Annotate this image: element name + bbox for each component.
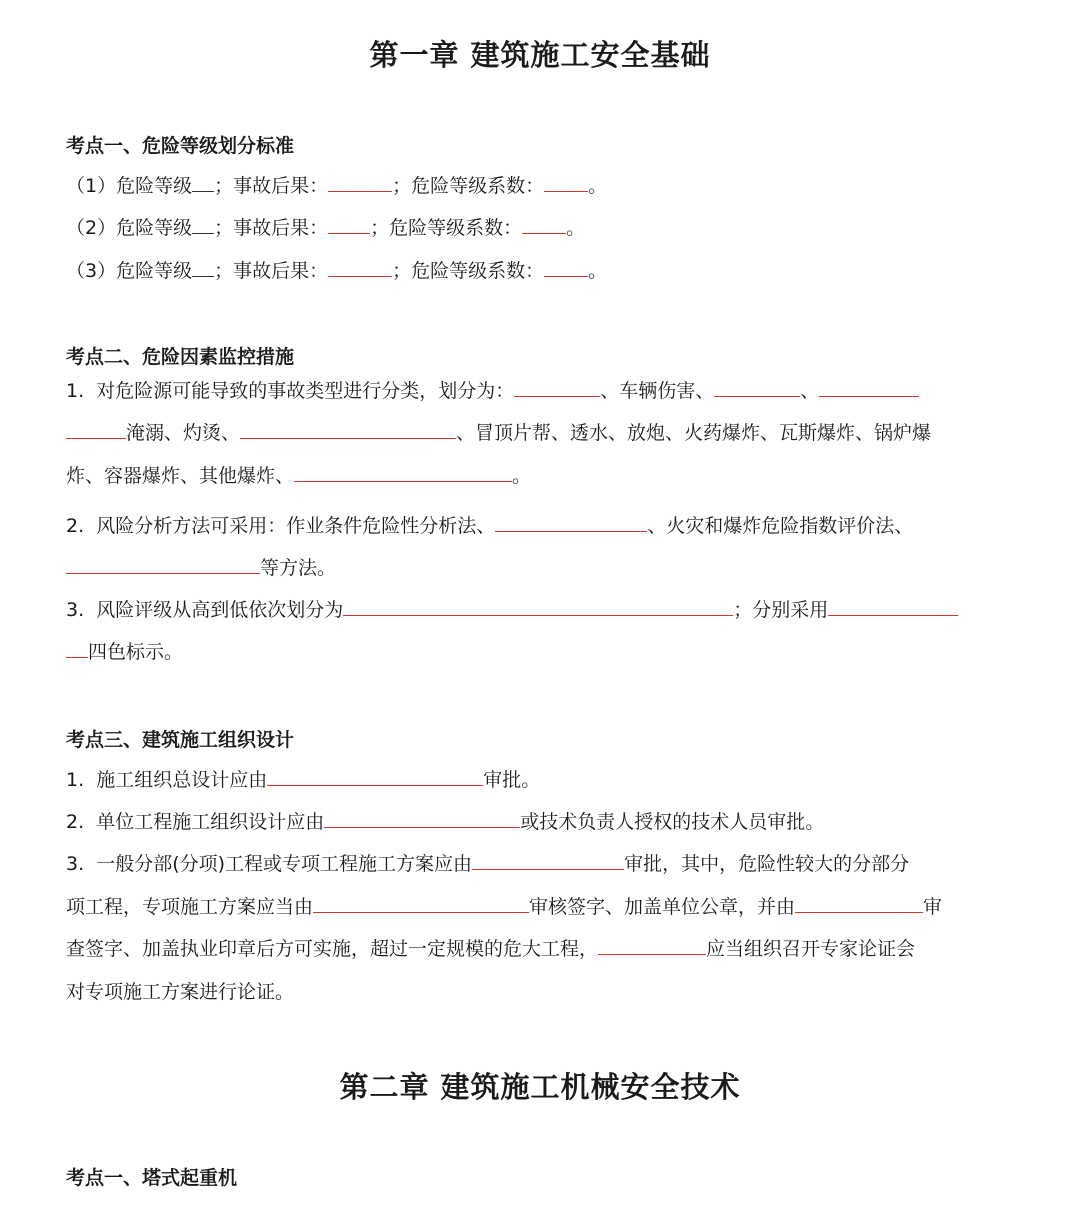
blank <box>495 514 647 532</box>
blank <box>66 421 126 439</box>
blank <box>544 174 588 192</box>
blank <box>328 174 392 192</box>
blank <box>294 464 512 482</box>
blank <box>795 895 923 913</box>
list-item: （1）危险等级 ；事故后果： ；危险等级系数： 。 <box>66 175 608 197</box>
list-item: 2. 风险分析方法可采用：作业条件危险性分析法、 、火灾和爆炸危险指数评价法、 <box>66 515 914 537</box>
blank <box>324 810 520 828</box>
list-item: 1. 施工组织总设计应由 审批。 <box>66 769 541 791</box>
list-item-continuation: 炸、容器爆炸、其他爆炸、 。 <box>66 465 532 487</box>
list-item: 3. 一般分部(分项)工程或专项工程施工方案应由 审批，其中，危险性较大的分部分 <box>66 853 910 875</box>
blank <box>598 937 706 955</box>
chapter-1-title: 第一章 建筑施工安全基础 <box>369 38 711 72</box>
list-item-continuation: 对专项施工方案进行论证。 <box>66 981 295 1003</box>
blank <box>714 379 800 397</box>
list-item-continuation: 四色标示。 <box>66 640 1016 664</box>
blank <box>328 259 392 277</box>
blank <box>66 556 260 574</box>
section-heading-1: 考点一、危险等级划分标准 <box>66 135 295 157</box>
blank <box>192 259 214 277</box>
blank <box>192 174 214 192</box>
list-item: （3）危险等级 ；事故后果： ；危险等级系数： 。 <box>66 260 608 282</box>
blank <box>828 598 958 616</box>
list-item: 2. 单位工程施工组织设计应由 或技术负责人授权的技术人员审批。 <box>66 811 825 833</box>
blank <box>522 216 566 234</box>
list-item: 1. 对危险源可能导致的事故类型进行分类，划分为： 、车辆伤害、 、 <box>66 379 1016 403</box>
blank <box>328 216 370 234</box>
section-heading-3: 考点三、建筑施工组织设计 <box>66 729 295 751</box>
list-item: 3. 风险评级从高到低依次划分为 ；分别采用 <box>66 598 1016 622</box>
list-item: （2）危险等级 ；事故后果： ；危险等级系数： 。 <box>66 217 586 239</box>
blank <box>514 379 600 397</box>
section-heading-ch2-1: 考点一、塔式起重机 <box>66 1167 238 1189</box>
blank <box>819 379 919 397</box>
blank <box>472 852 624 870</box>
blank <box>192 216 214 234</box>
chapter-2-title: 第二章 建筑施工机械安全技术 <box>339 1070 741 1104</box>
blank <box>544 259 588 277</box>
list-item-continuation: 等方法。 <box>66 556 1016 580</box>
blank <box>313 895 529 913</box>
list-item-continuation: 项工程，专项施工方案应当由 审核签字、加盖单位公章，并由 审 <box>66 896 943 918</box>
list-item-continuation: 查签字、加盖执业印章后方可实施，超过一定规模的危大工程， 应当组织召开专家论证会 <box>66 938 916 960</box>
blank <box>267 768 483 786</box>
blank <box>240 421 456 439</box>
blank <box>343 598 733 616</box>
blank <box>66 640 88 658</box>
section-heading-2: 考点二、危险因素监控措施 <box>66 346 295 368</box>
list-item-continuation: 淹溺、灼烫、 、冒顶片帮、透水、放炮、火药爆炸、瓦斯爆炸、锅炉爆 <box>66 421 1016 445</box>
